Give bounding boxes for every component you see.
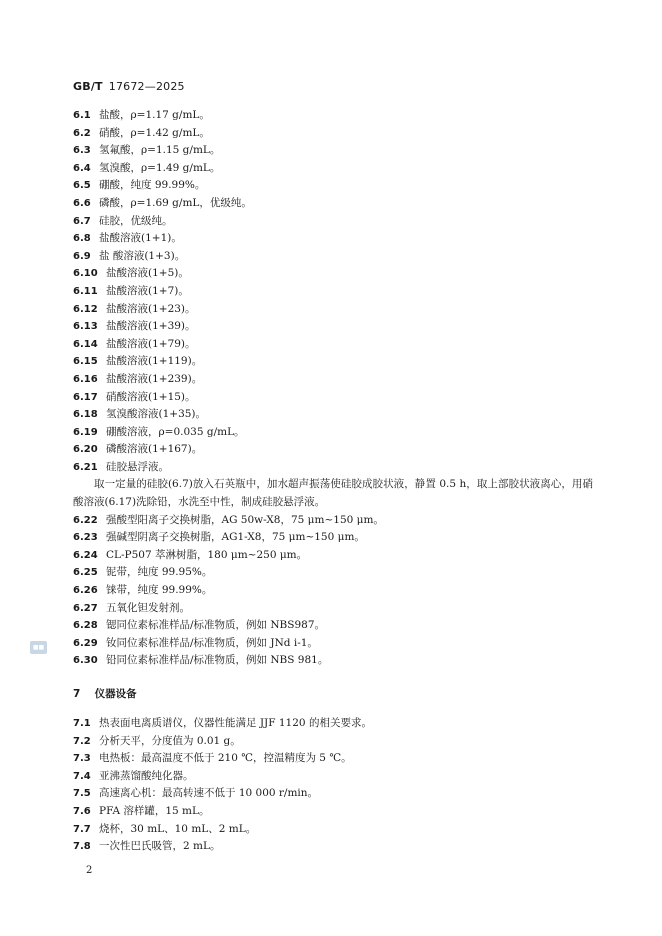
item-text: 一次性巴氏吸管，2 mL。 — [99, 840, 221, 853]
item-text: 盐酸溶液(1+79)。 — [106, 337, 196, 350]
item-number: 6.27 — [73, 602, 98, 614]
item-text: 硅胶，优级纯。 — [99, 214, 173, 227]
item-number: 6.11 — [73, 285, 98, 297]
list-item — [73, 336, 593, 354]
list-item — [73, 441, 593, 459]
item-number: 6.23 — [73, 532, 98, 544]
side-tab-icon: ■■ — [30, 641, 47, 654]
item-text: 盐酸溶液(1+119)。 — [106, 355, 203, 368]
list-item — [73, 142, 593, 160]
item-text: 氢溴酸，ρ=1.49 g/mL。 — [99, 161, 221, 174]
item-text: 强酸型阳离子交换树脂，AG 50w-X8，75 μm~150 μm。 — [106, 513, 384, 526]
list-item — [73, 265, 593, 283]
item-text: 盐酸溶液(1+39)。 — [106, 320, 196, 333]
item-number: 7.2 — [73, 735, 91, 747]
item-number: 6.15 — [73, 356, 98, 368]
item-text: 氢溴酸溶液(1+35)。 — [106, 408, 207, 421]
list-item — [73, 512, 593, 530]
list-item — [73, 529, 593, 547]
list-item — [73, 547, 593, 565]
list-item — [73, 213, 593, 231]
item-number: 7.3 — [73, 753, 91, 765]
item-number: 6.7 — [73, 215, 91, 227]
list-item — [73, 371, 593, 389]
list-item — [73, 564, 593, 582]
item-number: 6.10 — [73, 268, 98, 280]
list-item — [73, 160, 593, 178]
section-title: 仪器设备 — [94, 688, 137, 700]
list-item — [73, 600, 593, 618]
list-item — [73, 635, 593, 653]
item-number: 6.4 — [73, 162, 91, 174]
list-item — [73, 821, 593, 839]
item-text: 盐酸溶液(1+1)。 — [99, 232, 182, 245]
item-text: 高速离心机：最高转速不低于 10 000 r/min。 — [99, 787, 319, 800]
item-number: 6.12 — [73, 303, 98, 315]
section-number: 7 — [73, 688, 81, 700]
item-number: 6.24 — [73, 549, 98, 561]
item-text: 五氧化钽发射剂。 — [106, 601, 190, 614]
item-text: 硼酸，纯度 99.99%。 — [99, 179, 206, 192]
item-number: 6.18 — [73, 409, 98, 421]
item-number: 7.6 — [73, 805, 91, 817]
item-number: 6.19 — [73, 426, 98, 438]
list-item — [73, 715, 593, 733]
item-text: 硅胶悬浮液。 — [106, 460, 169, 473]
item-number: 6.1 — [73, 110, 91, 121]
item-text: 氢氟酸，ρ=1.15 g/mL。 — [99, 144, 221, 157]
item-number: 6.16 — [73, 373, 98, 385]
equipment-list — [73, 715, 593, 856]
item-number: 6.5 — [73, 180, 91, 192]
list-item — [73, 424, 593, 442]
list-item — [73, 652, 593, 670]
item-number: 6.13 — [73, 321, 98, 333]
item-text: 分析天平，分度值为 0.01 g。 — [99, 734, 241, 747]
item-text: 烧杯，30 mL、10 mL、2 mL。 — [99, 822, 257, 835]
item-number: 6.20 — [73, 444, 98, 456]
page-header — [73, 80, 185, 93]
item-text: PFA 溶样罐，15 mL。 — [99, 804, 210, 817]
item-number: 7.4 — [73, 770, 91, 782]
item-text: 盐酸，ρ=1.17 g/mL。 — [99, 109, 210, 121]
item-number: 6.30 — [73, 655, 98, 667]
section-7-heading — [73, 685, 593, 703]
list-item — [73, 582, 593, 600]
item-text: 盐酸溶液(1+239)。 — [106, 372, 203, 385]
item-text: 硝酸，ρ=1.42 g/mL。 — [99, 126, 210, 139]
standard-code: GB/T — [73, 80, 103, 93]
item-text: 铼带，纯度 99.99%。 — [106, 584, 213, 597]
list-item — [73, 803, 593, 821]
list-item — [73, 318, 593, 336]
item-number: 6.22 — [73, 514, 98, 526]
reagent-list-a — [73, 107, 593, 476]
list-item — [73, 459, 593, 477]
list-item — [73, 248, 593, 266]
list-item — [73, 838, 593, 856]
item-text: 热表面电离质谱仪，仪器性能满足 JJF 1120 的相关要求。 — [99, 717, 372, 729]
list-item — [73, 733, 593, 751]
item-number: 6.9 — [73, 250, 91, 262]
list-item — [73, 785, 593, 803]
item-text: 磷酸，ρ=1.69 g/mL，优级纯。 — [99, 196, 252, 209]
paragraph-6-21: 取一定量的硅胶(6.7)放入石英瓶中，加水超声振荡使硅胶成胶状液，静置 0.5 h，取上部胶状液离心，用硝酸溶液(6.17)洗除铅，水洗至中性，制成硅胶悬浮液。 — [73, 478, 593, 509]
item-text: CL-P507 萃淋树脂，180 μm~250 μm。 — [106, 548, 308, 561]
list-item — [73, 617, 593, 635]
item-text: 硝酸溶液(1+15)。 — [106, 390, 196, 403]
item-number: 6.6 — [73, 197, 91, 209]
item-text: 盐 酸溶液(1+3)。 — [99, 249, 186, 262]
list-item — [73, 283, 593, 301]
item-number: 6.17 — [73, 391, 98, 403]
item-number: 6.8 — [73, 233, 91, 245]
item-number: 6.28 — [73, 620, 98, 632]
item-text: 铅同位素标准样品/标准物质，例如 NBS 981。 — [106, 654, 329, 667]
item-text: 盐酸溶液(1+7)。 — [106, 284, 189, 297]
item-number: 6.3 — [73, 145, 91, 157]
item-number: 6.14 — [73, 338, 98, 350]
list-item — [73, 406, 593, 424]
item-number: 6.29 — [73, 637, 98, 649]
item-number: 7.5 — [73, 788, 91, 800]
list-item — [73, 768, 593, 786]
item-number: 6.2 — [73, 127, 91, 139]
item-text: 铌带，纯度 99.95%。 — [106, 566, 213, 579]
page-number: 2 — [86, 865, 93, 876]
list-item — [73, 195, 593, 213]
document-body — [73, 107, 593, 856]
list-item — [73, 107, 593, 125]
item-text: 硼酸溶液，ρ=0.035 g/mL。 — [106, 425, 245, 438]
item-number: 7.1 — [73, 718, 91, 729]
item-number: 7.8 — [73, 841, 91, 853]
item-number: 6.26 — [73, 585, 98, 597]
list-item — [73, 125, 593, 143]
list-item — [73, 230, 593, 248]
item-text: 盐酸溶液(1+23)。 — [106, 302, 196, 315]
item-number: 7.7 — [73, 823, 91, 835]
item-text: 盐酸溶液(1+5)。 — [106, 267, 189, 280]
list-item — [73, 301, 593, 319]
reagent-list-b — [73, 512, 593, 670]
item-text: 锶同位素标准样品/标准物质，例如 NBS987。 — [106, 619, 326, 632]
list-item — [73, 353, 593, 371]
item-number: 6.21 — [73, 461, 98, 473]
item-text: 电热板：最高温度不低于 210 ℃，控温精度为 5 ℃。 — [99, 752, 352, 765]
item-number: 6.25 — [73, 567, 98, 579]
item-text: 钕同位素标准样品/标准物质，例如 JNd i-1。 — [106, 636, 318, 649]
item-text: 磷酸溶液(1+167)。 — [106, 443, 203, 456]
item-text: 强碱型阴离子交换树脂，AG1-X8，75 μm~150 μm。 — [106, 531, 365, 544]
list-item — [73, 389, 593, 407]
list-item — [73, 177, 593, 195]
item-text: 亚沸蒸馏酸纯化器。 — [99, 769, 194, 782]
standard-number: 17672—2025 — [108, 80, 185, 93]
list-item — [73, 750, 593, 768]
